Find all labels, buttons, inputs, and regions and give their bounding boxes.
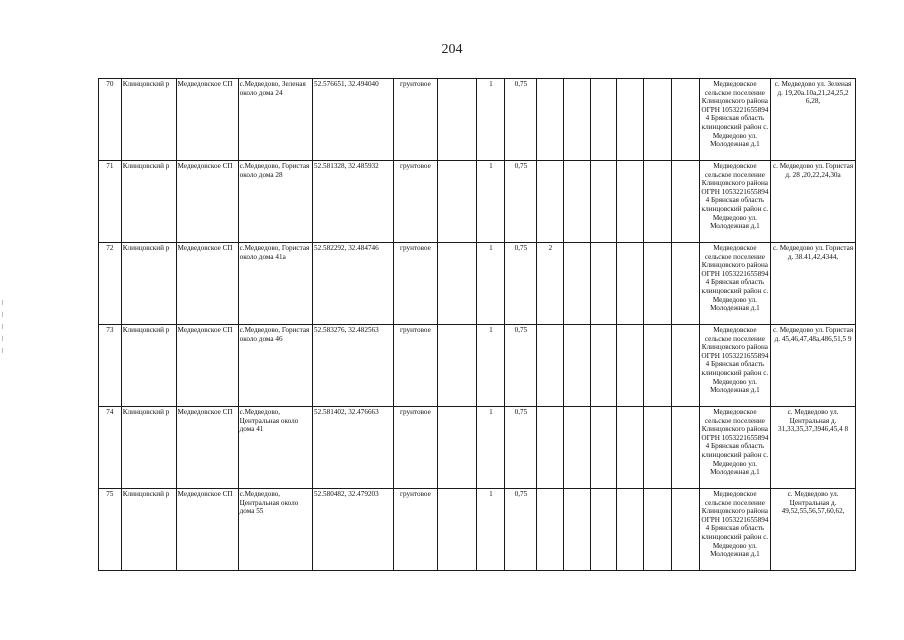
extra-count-cell	[537, 161, 564, 243]
empty-cell	[438, 407, 477, 489]
owner-cell-text: Медведовское сельское поселение Клинцовского района ОГРН 1053221655894 4 Брянская область клинцовский район с. Медведово ул. Молодежная д.1	[701, 162, 769, 231]
empty-cell-text	[617, 325, 643, 406]
owner-cell-text: Медведовское сельское поселение Клинцовского района ОГРН 1053221655894 4 Брянская область клинцовский район с. Медведово ул. Молодежная д.1	[701, 490, 769, 559]
district-cell-text: Клинцовский р	[122, 490, 170, 498]
empty-cell-text	[617, 243, 643, 324]
district-cell-text: Клинцовский р	[122, 80, 170, 88]
district-cell	[121, 325, 176, 407]
empty-cell	[643, 243, 671, 325]
row-number-cell-text: 75	[106, 490, 114, 498]
settlement-cell	[176, 79, 238, 161]
surface-type-cell	[393, 489, 437, 571]
settlement-cell	[176, 243, 238, 325]
row-number-cell	[99, 79, 122, 161]
empty-cell	[438, 243, 477, 325]
container-count-cell	[477, 79, 505, 161]
container-count-cell	[477, 489, 505, 571]
empty-cell	[438, 161, 477, 243]
district-cell-text: Клинцовский р	[122, 326, 170, 334]
empty-cell	[564, 325, 591, 407]
empty-cell-text	[438, 325, 476, 406]
empty-cell-text	[564, 79, 590, 160]
empty-cell-text	[617, 489, 643, 570]
served-addresses-cell	[771, 325, 856, 407]
scan-margin-marks	[2, 300, 3, 360]
container-volume-cell	[505, 325, 537, 407]
coordinates-cell-text: 52.576651, 32.494040	[314, 80, 379, 88]
row-number-cell-text: 72	[106, 244, 114, 252]
empty-cell-text	[438, 407, 476, 488]
container-count-cell	[477, 407, 505, 489]
empty-cell-text	[644, 407, 671, 488]
owner-cell	[699, 489, 770, 571]
empty-cell	[671, 161, 699, 243]
empty-cell-text	[564, 325, 590, 406]
surface-type-cell-text: грунтовое	[400, 326, 431, 334]
row-number-cell	[99, 325, 122, 407]
owner-cell	[699, 161, 770, 243]
owner-cell-text: Медведовское сельское поселение Клинцовского района ОГРН 1053221655894 4 Брянская область клинцовский район с. Медведово ул. Молодежная д.1	[701, 326, 769, 395]
empty-cell-text	[438, 161, 476, 242]
surface-type-cell	[393, 243, 437, 325]
district-cell	[121, 243, 176, 325]
empty-cell	[564, 407, 591, 489]
coordinates-cell	[313, 79, 394, 161]
extra-count-cell-text: 2	[548, 244, 553, 252]
page-number: 204	[441, 42, 463, 57]
empty-cell	[591, 243, 617, 325]
address-cell	[238, 161, 312, 243]
empty-cell	[438, 79, 477, 161]
address-cell	[238, 325, 312, 407]
empty-cell-text	[672, 407, 699, 488]
district-cell	[121, 161, 176, 243]
address-cell-text: с.Медведово, Гористая около дома 41а	[239, 244, 310, 261]
empty-cell	[564, 489, 591, 571]
container-volume-cell-text: 0,75	[514, 244, 528, 252]
empty-cell	[617, 489, 644, 571]
coordinates-cell-text: 52.580482, 32.479203	[314, 490, 379, 498]
container-volume-cell	[505, 161, 537, 243]
empty-cell	[591, 161, 617, 243]
settlement-cell-text: Медведовское СП	[177, 162, 233, 170]
empty-cell	[643, 489, 671, 571]
container-volume-cell	[505, 489, 537, 571]
extra-count-cell	[537, 243, 564, 325]
owner-cell	[699, 407, 770, 489]
container-volume-cell-text: 0,75	[514, 326, 528, 334]
served-addresses-cell	[771, 79, 856, 161]
empty-cell	[617, 243, 644, 325]
settlement-cell	[176, 407, 238, 489]
empty-cell-text	[564, 489, 590, 570]
extra-count-cell	[537, 489, 564, 571]
extra-count-cell	[537, 79, 564, 161]
extra-count-cell-text	[537, 407, 563, 488]
container-volume-cell-text: 0,75	[514, 80, 528, 88]
surface-type-cell-text: грунтовое	[400, 244, 431, 252]
empty-cell	[591, 489, 617, 571]
container-volume-cell	[505, 79, 537, 161]
served-addresses-cell-text: с. Медведово ул. Гористая д. 45,46,47,48а,486,51,5 9	[772, 326, 854, 343]
container-count-cell	[477, 161, 505, 243]
surface-type-cell	[393, 407, 437, 489]
empty-cell-text	[672, 325, 699, 406]
settlement-cell-text: Медведовское СП	[177, 326, 233, 334]
settlement-cell	[176, 489, 238, 571]
empty-cell-text	[591, 407, 616, 488]
surface-type-cell-text: грунтовое	[400, 490, 431, 498]
empty-cell-text	[644, 489, 671, 570]
owner-cell-text: Медведовское сельское поселение Клинцовского района ОГРН 1053221655894 4 Брянская область клинцовский район с. Медведово ул. Молодежная д.1	[701, 80, 769, 149]
container-count-cell-text: 1	[489, 244, 493, 252]
address-cell	[238, 407, 312, 489]
address-cell-text: с.Медведово, Центральная около дома 55	[239, 490, 299, 516]
empty-cell-text	[591, 325, 616, 406]
waste-sites-registry-table	[98, 78, 856, 571]
served-addresses-cell-text: с. Медведово ул. Центральная д. 49,52,55,56,57,60,62,	[781, 490, 845, 516]
coordinates-cell-text: 52.581402, 32.476663	[314, 408, 379, 416]
served-addresses-cell	[771, 489, 856, 571]
empty-cell	[643, 79, 671, 161]
address-cell	[238, 79, 312, 161]
container-count-cell	[477, 243, 505, 325]
row-number-cell-text: 71	[106, 162, 114, 170]
table-row	[99, 243, 856, 325]
empty-cell-text	[591, 489, 616, 570]
container-volume-cell-text: 0,75	[514, 408, 528, 416]
empty-cell-text	[564, 161, 590, 242]
empty-cell-text	[644, 243, 671, 324]
extra-count-cell-text	[537, 79, 563, 160]
container-count-cell-text: 1	[489, 80, 493, 88]
surface-type-cell	[393, 325, 437, 407]
row-number-cell-text: 70	[106, 80, 114, 88]
extra-count-cell-text	[537, 325, 563, 406]
empty-cell-text	[672, 79, 699, 160]
empty-cell	[564, 161, 591, 243]
empty-cell-text	[644, 161, 671, 242]
row-number-cell	[99, 489, 122, 571]
district-cell	[121, 79, 176, 161]
empty-cell	[564, 243, 591, 325]
served-addresses-cell	[771, 407, 856, 489]
empty-cell-text	[617, 161, 643, 242]
address-cell	[238, 489, 312, 571]
empty-cell-text	[617, 79, 643, 160]
district-cell	[121, 407, 176, 489]
table-row	[99, 407, 856, 489]
coordinates-cell	[313, 325, 394, 407]
table-body	[99, 79, 856, 571]
empty-cell	[591, 325, 617, 407]
empty-cell-text	[591, 79, 616, 160]
empty-cell-text	[672, 489, 699, 570]
container-volume-cell	[505, 407, 537, 489]
coordinates-cell	[313, 407, 394, 489]
surface-type-cell-text: грунтовое	[400, 80, 431, 88]
coordinates-cell	[313, 489, 394, 571]
empty-cell	[438, 325, 477, 407]
served-addresses-cell-text: с. Медведово ул. Гористая д. 28 ,20,22,24,30а	[772, 162, 854, 179]
settlement-cell-text: Медведовское СП	[177, 244, 233, 252]
empty-cell	[564, 79, 591, 161]
served-addresses-cell-text: с. Медведово ул. Центральная д. 31,33,35,37,3946,45,4 8	[778, 408, 849, 434]
empty-cell-text	[672, 161, 699, 242]
empty-cell	[617, 407, 644, 489]
empty-cell	[671, 79, 699, 161]
coordinates-cell-text: 52.582292, 32.484746	[314, 244, 379, 252]
empty-cell-text	[438, 489, 476, 570]
served-addresses-cell-text: с. Медведово ул. Зеленая д. 19,20а.10а,21,24,25,2 6,28,	[774, 80, 852, 106]
address-cell-text: с.Медведово, Гористая около дома 28	[239, 162, 310, 179]
address-cell	[238, 243, 312, 325]
coordinates-cell	[313, 243, 394, 325]
owner-cell	[699, 243, 770, 325]
container-count-cell-text: 1	[489, 326, 493, 334]
settlement-cell-text: Медведовское СП	[177, 80, 233, 88]
district-cell-text: Клинцовский р	[122, 162, 170, 170]
extra-count-cell-text	[537, 489, 563, 570]
extra-count-cell-text	[537, 161, 563, 242]
container-volume-cell-text: 0,75	[514, 162, 528, 170]
container-count-cell-text: 1	[489, 162, 493, 170]
empty-cell	[438, 489, 477, 571]
row-number-cell	[99, 161, 122, 243]
empty-cell-text	[591, 161, 616, 242]
row-number-cell-text: 74	[106, 408, 114, 416]
district-cell	[121, 489, 176, 571]
owner-cell-text: Медведовское сельское поселение Клинцовского района ОГРН 1053221655894 4 Брянская область клинцовский район с. Медведово ул. Молодежная д.1	[701, 408, 769, 477]
empty-cell	[671, 407, 699, 489]
empty-cell-text	[617, 407, 643, 488]
settlement-cell	[176, 325, 238, 407]
container-count-cell	[477, 325, 505, 407]
container-count-cell-text: 1	[489, 408, 493, 416]
empty-cell	[643, 161, 671, 243]
container-volume-cell-text: 0,75	[514, 490, 528, 498]
row-number-cell-text: 73	[106, 326, 114, 334]
surface-type-cell	[393, 79, 437, 161]
empty-cell	[617, 161, 644, 243]
empty-cell	[671, 325, 699, 407]
settlement-cell-text: Медведовское СП	[177, 408, 233, 416]
served-addresses-cell-text: с. Медведово ул. Гористая д. 38.41,42,4344,	[772, 244, 854, 261]
empty-cell-text	[644, 325, 671, 406]
empty-cell-text	[644, 79, 671, 160]
settlement-cell	[176, 161, 238, 243]
empty-cell	[617, 325, 644, 407]
surface-type-cell	[393, 161, 437, 243]
coordinates-cell-text: 52.583276, 32.482563	[314, 326, 379, 334]
owner-cell	[699, 325, 770, 407]
extra-count-cell	[537, 407, 564, 489]
empty-cell	[643, 325, 671, 407]
empty-cell	[591, 407, 617, 489]
empty-cell	[671, 243, 699, 325]
empty-cell	[671, 489, 699, 571]
row-number-cell	[99, 243, 122, 325]
table-row	[99, 79, 856, 161]
empty-cell-text	[564, 407, 590, 488]
empty-cell-text	[591, 243, 616, 324]
empty-cell-text	[438, 243, 476, 324]
owner-cell-text: Медведовское сельское поселение Клинцовского района ОГРН 1053221655894 4 Брянская область клинцовский район с. Медведово ул. Молодежная д.1	[701, 244, 769, 313]
table-row	[99, 489, 856, 571]
district-cell-text: Клинцовский р	[122, 408, 170, 416]
surface-type-cell-text: грунтовое	[400, 162, 431, 170]
empty-cell-text	[672, 243, 699, 324]
coordinates-cell-text: 52.581328, 32.485932	[314, 162, 379, 170]
address-cell-text: с.Медведово, Зеленая около дома 24	[239, 80, 306, 97]
container-volume-cell	[505, 243, 537, 325]
empty-cell-text	[564, 243, 590, 324]
extra-count-cell	[537, 325, 564, 407]
empty-cell	[617, 79, 644, 161]
address-cell-text: с.Медведово, Гористая около дома 46	[239, 326, 310, 343]
table-row	[99, 161, 856, 243]
table-row	[99, 325, 856, 407]
address-cell-text: с.Медведово, Центральная около дома 41	[239, 408, 299, 434]
coordinates-cell	[313, 161, 394, 243]
settlement-cell-text: Медведовское СП	[177, 490, 233, 498]
row-number-cell	[99, 407, 122, 489]
empty-cell	[591, 79, 617, 161]
empty-cell	[643, 407, 671, 489]
owner-cell	[699, 79, 770, 161]
served-addresses-cell	[771, 243, 856, 325]
served-addresses-cell	[771, 161, 856, 243]
container-count-cell-text: 1	[489, 490, 493, 498]
district-cell-text: Клинцовский р	[122, 244, 170, 252]
surface-type-cell-text: грунтовое	[400, 408, 431, 416]
empty-cell-text	[438, 79, 476, 160]
